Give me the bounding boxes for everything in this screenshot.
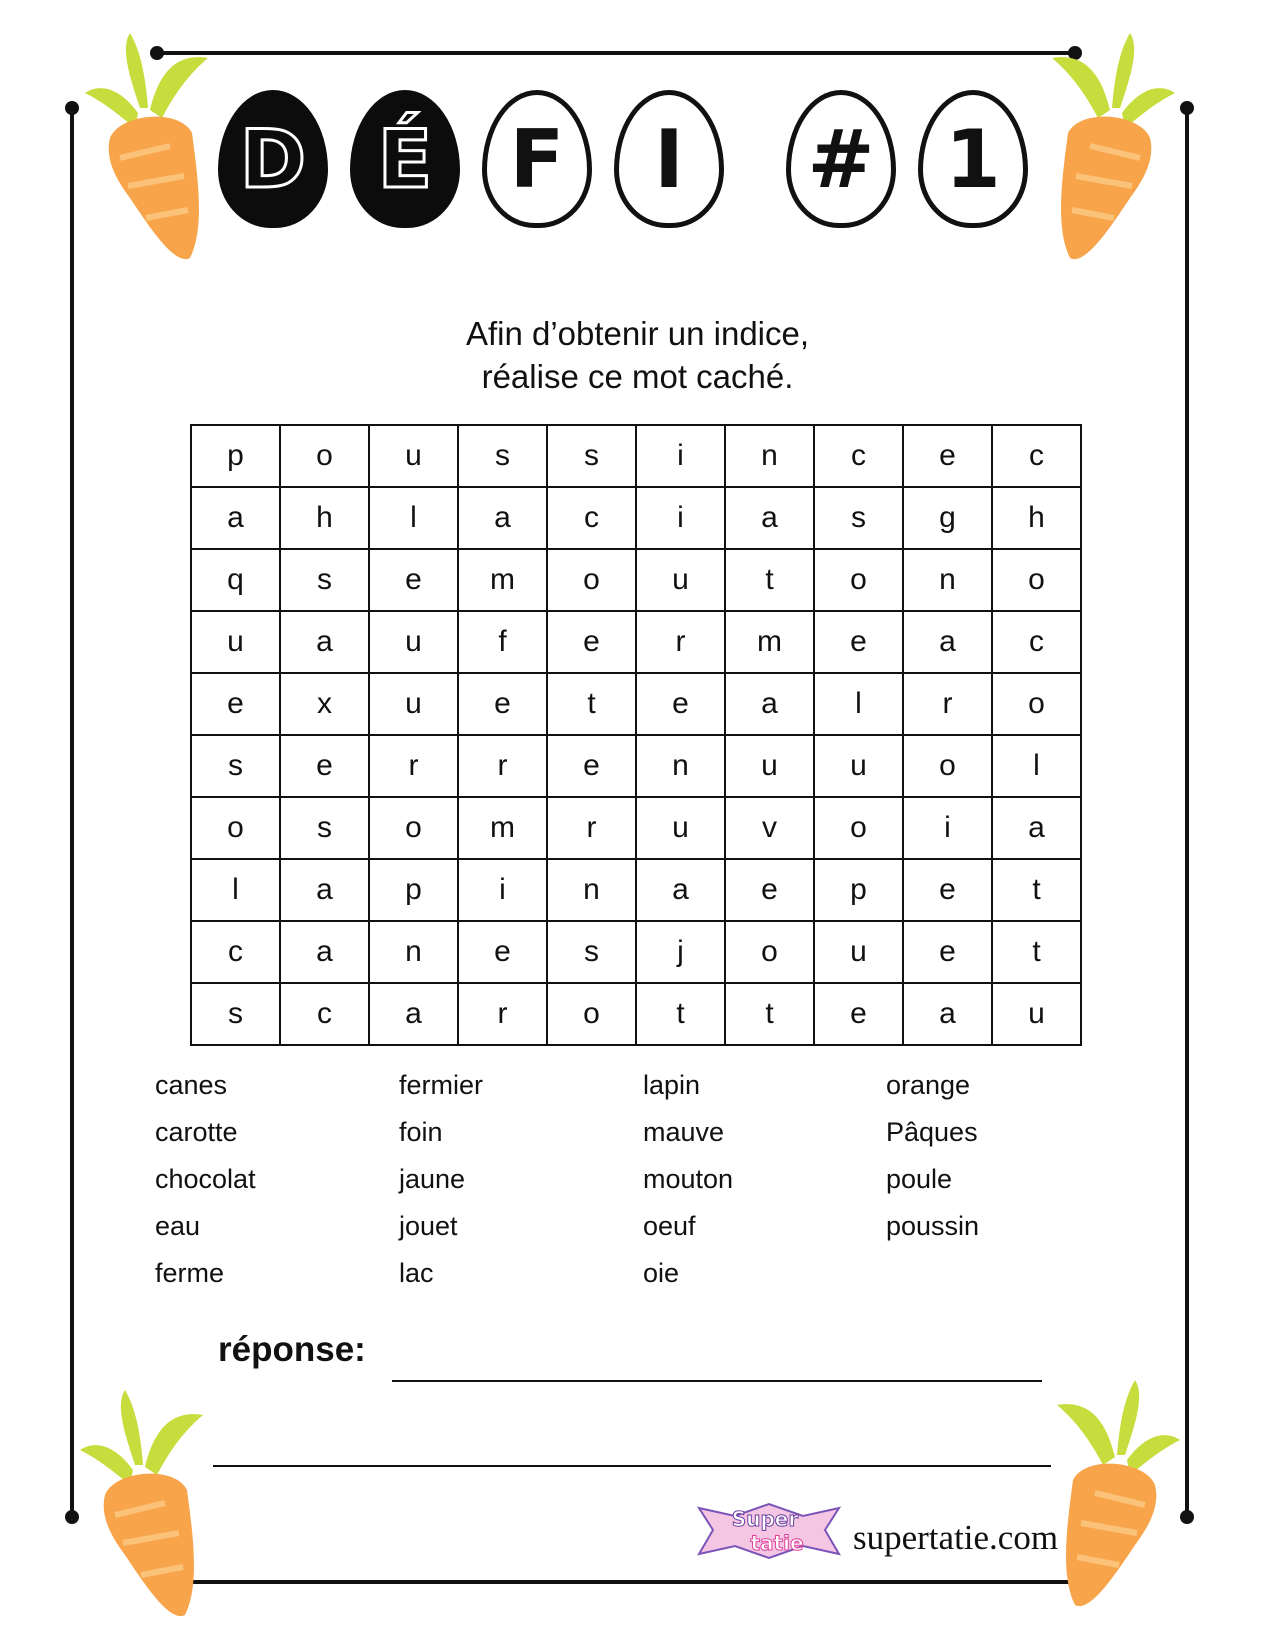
- grid-row: [191, 425, 1081, 487]
- word-item: canes: [155, 1070, 228, 1100]
- grid-cell[interactable]: e: [369, 549, 458, 611]
- title-letter: I: [654, 112, 684, 206]
- grid-cell[interactable]: s: [547, 921, 636, 983]
- grid-cell[interactable]: o: [814, 797, 903, 859]
- grid-cell[interactable]: e: [547, 735, 636, 797]
- word-item: carotte: [155, 1117, 238, 1147]
- grid-cell[interactable]: a: [458, 487, 547, 549]
- grid-cell[interactable]: u: [814, 735, 903, 797]
- svg-text:tatie: tatie: [750, 1531, 804, 1555]
- grid-cell[interactable]: s: [191, 735, 280, 797]
- title-letter: #: [807, 112, 875, 206]
- grid-cell[interactable]: e: [636, 673, 725, 735]
- grid-cell[interactable]: r: [458, 735, 547, 797]
- grid-cell[interactable]: s: [280, 797, 369, 859]
- word-item: lapin: [643, 1070, 701, 1100]
- grid-cell[interactable]: t: [636, 983, 725, 1045]
- title-egg: [350, 90, 460, 228]
- answer-line[interactable]: [213, 1465, 1051, 1467]
- grid-cell[interactable]: l: [191, 859, 280, 921]
- grid-cell[interactable]: r: [547, 797, 636, 859]
- grid-cell[interactable]: o: [992, 673, 1081, 735]
- grid-cell[interactable]: c: [814, 425, 903, 487]
- grid-cell[interactable]: l: [814, 673, 903, 735]
- word-list-column: [886, 1070, 979, 1258]
- grid-row: [191, 921, 1081, 983]
- frame-top-line: [155, 51, 1075, 55]
- grid-cell[interactable]: e: [191, 673, 280, 735]
- title-egg: [218, 90, 328, 228]
- grid-row: [191, 797, 1081, 859]
- grid-cell[interactable]: r: [903, 673, 992, 735]
- title-egg: [614, 90, 724, 228]
- grid-cell[interactable]: s: [280, 549, 369, 611]
- grid-cell[interactable]: g: [903, 487, 992, 549]
- instructions-line: Afin d’obtenir un indice,: [465, 315, 810, 352]
- grid-cell[interactable]: e: [280, 735, 369, 797]
- title-letter: 1: [945, 112, 1001, 206]
- grid-cell[interactable]: c: [547, 487, 636, 549]
- grid-cell[interactable]: e: [725, 859, 814, 921]
- grid-cell[interactable]: o: [814, 549, 903, 611]
- grid-cell[interactable]: u: [992, 983, 1081, 1045]
- supertatie-logo: [695, 1500, 843, 1562]
- answer-label: réponse:: [218, 1330, 366, 1369]
- grid-cell[interactable]: l: [369, 487, 458, 549]
- grid-cell[interactable]: i: [458, 859, 547, 921]
- carrot-icon: [1045, 1375, 1185, 1615]
- grid-cell[interactable]: a: [725, 673, 814, 735]
- grid-cell[interactable]: s: [547, 425, 636, 487]
- grid-cell[interactable]: o: [280, 425, 369, 487]
- grid-row: [191, 487, 1081, 549]
- grid-cell[interactable]: s: [814, 487, 903, 549]
- grid-cell[interactable]: n: [636, 735, 725, 797]
- word-item: oie: [643, 1258, 680, 1288]
- grid-row: [191, 549, 1081, 611]
- grid-cell[interactable]: u: [814, 921, 903, 983]
- grid-cell[interactable]: u: [369, 673, 458, 735]
- grid-cell[interactable]: e: [814, 611, 903, 673]
- grid-cell[interactable]: a: [992, 797, 1081, 859]
- grid-cell[interactable]: o: [903, 735, 992, 797]
- grid-cell[interactable]: o: [725, 921, 814, 983]
- grid-cell[interactable]: n: [547, 859, 636, 921]
- instructions-line: réalise ce mot caché.: [481, 358, 794, 395]
- word-item: orange: [886, 1070, 971, 1100]
- title-egg: [786, 90, 896, 228]
- answer-line[interactable]: [392, 1380, 1042, 1382]
- grid-cell[interactable]: c: [992, 611, 1081, 673]
- grid-cell[interactable]: e: [903, 859, 992, 921]
- grid-cell[interactable]: a: [725, 487, 814, 549]
- word-item: foin: [399, 1117, 443, 1147]
- word-item: ferme: [155, 1258, 225, 1288]
- carrot-icon: [75, 1385, 215, 1625]
- grid-cell[interactable]: p: [369, 859, 458, 921]
- grid-row: [191, 735, 1081, 797]
- grid-cell[interactable]: q: [191, 549, 280, 611]
- word-item: jouet: [399, 1211, 458, 1241]
- grid-cell[interactable]: p: [814, 859, 903, 921]
- grid-cell[interactable]: o: [547, 549, 636, 611]
- grid-cell[interactable]: t: [725, 549, 814, 611]
- grid-cell[interactable]: u: [636, 549, 725, 611]
- word-item: chocolat: [155, 1164, 256, 1194]
- word-item: mauve: [643, 1117, 725, 1147]
- grid-cell[interactable]: j: [636, 921, 725, 983]
- word-item: mouton: [643, 1164, 734, 1194]
- grid-row: [191, 859, 1081, 921]
- grid-cell[interactable]: f: [458, 611, 547, 673]
- grid-cell[interactable]: e: [458, 673, 547, 735]
- grid-cell[interactable]: u: [191, 611, 280, 673]
- svg-text:Super: Super: [731, 1507, 799, 1531]
- grid-cell[interactable]: r: [369, 735, 458, 797]
- frame-bottom-line: [155, 1580, 1075, 1584]
- grid-cell[interactable]: m: [458, 549, 547, 611]
- word-item: poussin: [886, 1211, 980, 1241]
- title-letter: F: [509, 112, 565, 206]
- grid-cell[interactable]: v: [725, 797, 814, 859]
- grid-cell[interactable]: e: [458, 921, 547, 983]
- grid-cell[interactable]: p: [191, 425, 280, 487]
- grid-cell[interactable]: n: [903, 549, 992, 611]
- grid-row: [191, 673, 1081, 735]
- grid-cell[interactable]: l: [992, 735, 1081, 797]
- grid-cell[interactable]: a: [191, 487, 280, 549]
- grid-row: [191, 983, 1081, 1045]
- grid-cell[interactable]: u: [369, 611, 458, 673]
- word-item: fermier: [399, 1070, 484, 1100]
- grid-cell[interactable]: e: [903, 921, 992, 983]
- grid-cell[interactable]: a: [280, 611, 369, 673]
- grid-cell[interactable]: h: [280, 487, 369, 549]
- grid-cell[interactable]: a: [369, 983, 458, 1045]
- grid-cell[interactable]: c: [992, 425, 1081, 487]
- word-item: eau: [155, 1211, 201, 1241]
- grid-cell[interactable]: x: [280, 673, 369, 735]
- grid-cell[interactable]: e: [547, 611, 636, 673]
- grid-cell[interactable]: o: [992, 549, 1081, 611]
- grid-cell[interactable]: s: [191, 983, 280, 1045]
- grid-cell[interactable]: m: [458, 797, 547, 859]
- grid-cell[interactable]: u: [369, 425, 458, 487]
- grid-cell[interactable]: a: [636, 859, 725, 921]
- grid-cell[interactable]: r: [636, 611, 725, 673]
- grid-cell[interactable]: m: [725, 611, 814, 673]
- word-list-column: [643, 1070, 733, 1305]
- grid-cell[interactable]: e: [814, 983, 903, 1045]
- title-egg: [918, 90, 1028, 228]
- grid-cell[interactable]: t: [547, 673, 636, 735]
- page-title: [0, 90, 1275, 240]
- grid-cell[interactable]: a: [903, 611, 992, 673]
- grid-cell[interactable]: i: [636, 425, 725, 487]
- grid-cell[interactable]: h: [992, 487, 1081, 549]
- word-list-column: [399, 1070, 483, 1305]
- word-item: poule: [886, 1164, 953, 1194]
- grid-cell[interactable]: t: [992, 921, 1081, 983]
- grid-cell[interactable]: n: [369, 921, 458, 983]
- grid-cell[interactable]: s: [458, 425, 547, 487]
- title-letter: D: [239, 112, 307, 206]
- word-item: jaune: [399, 1164, 466, 1194]
- grid-cell[interactable]: r: [458, 983, 547, 1045]
- grid-cell[interactable]: e: [903, 425, 992, 487]
- grid-cell[interactable]: a: [280, 921, 369, 983]
- word-item: Pâques: [886, 1117, 978, 1147]
- site-url: supertatie.com: [853, 1518, 1059, 1557]
- grid-cell[interactable]: a: [280, 859, 369, 921]
- word-item: lac: [399, 1258, 434, 1288]
- grid-cell[interactable]: u: [636, 797, 725, 859]
- grid-cell[interactable]: a: [903, 983, 992, 1045]
- grid-cell[interactable]: t: [992, 859, 1081, 921]
- grid-cell[interactable]: c: [191, 921, 280, 983]
- grid-cell[interactable]: n: [725, 425, 814, 487]
- word-item: oeuf: [643, 1211, 696, 1241]
- instructions: [0, 312, 1275, 398]
- grid-cell[interactable]: i: [903, 797, 992, 859]
- grid-row: [191, 611, 1081, 673]
- grid-cell[interactable]: o: [191, 797, 280, 859]
- title-egg: [482, 90, 592, 228]
- grid-cell[interactable]: u: [725, 735, 814, 797]
- grid-cell[interactable]: o: [369, 797, 458, 859]
- word-list-column: [155, 1070, 256, 1305]
- word-search-grid: [190, 424, 1082, 1046]
- grid-cell[interactable]: c: [280, 983, 369, 1045]
- grid-cell[interactable]: t: [725, 983, 814, 1045]
- grid-cell[interactable]: i: [636, 487, 725, 549]
- title-letter: É: [377, 112, 433, 206]
- grid-cell[interactable]: o: [547, 983, 636, 1045]
